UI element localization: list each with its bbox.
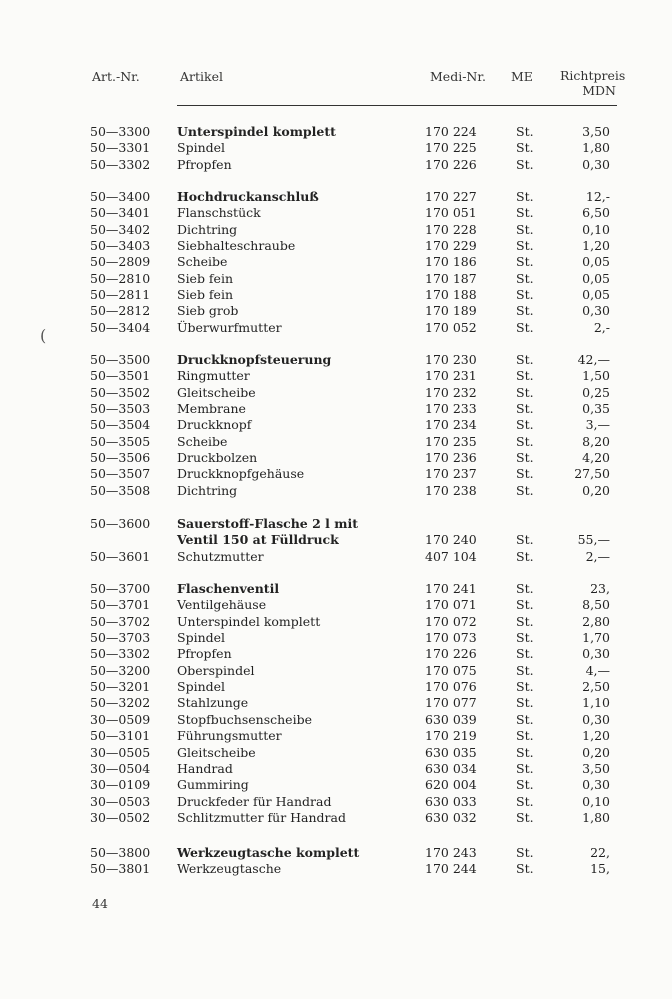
me-cell: St. (516, 695, 534, 711)
artikel-cell: Stopfbuchsenscheibe (177, 711, 312, 727)
medi-nr-cell: 170 236 (425, 450, 477, 466)
table-row (0, 352, 672, 368)
me-cell: St. (516, 662, 534, 678)
medi-nr-cell: 170 237 (425, 466, 477, 482)
art-nr-cell: 30—0109 (90, 777, 151, 793)
artikel-cell: Druckknopfgehäuse (177, 466, 305, 482)
margin-mark: ( (40, 326, 47, 345)
artikel-cell: Handrad (177, 760, 233, 776)
art-nr-cell: 50—3507 (90, 466, 151, 482)
table-row (0, 417, 672, 433)
me-cell: St. (516, 156, 534, 172)
art-nr-cell: 50—3302 (90, 646, 151, 662)
artikel-cell: Gleitscheibe (177, 744, 256, 760)
price-cell: 3,— (585, 417, 610, 433)
artikel-cell: Hochdruckanschluß (177, 189, 319, 204)
price-cell: 4,— (585, 662, 610, 678)
price-cell: 1,70 (582, 630, 610, 646)
me-cell: St. (516, 861, 534, 877)
me-cell: St. (516, 793, 534, 809)
medi-nr-cell: 620 004 (425, 777, 477, 793)
table-row (0, 271, 672, 287)
medi-nr-cell: 170 240 (425, 532, 477, 548)
art-nr-cell: 50—3200 (90, 662, 151, 678)
table-row (0, 630, 672, 646)
price-cell: 12,- (585, 189, 610, 204)
art-nr-cell: 50—2810 (90, 270, 151, 286)
header-me: ME (511, 69, 533, 84)
header-rule (177, 105, 617, 106)
art-nr-cell: 50—3201 (90, 679, 151, 695)
art-nr-cell: 50—3601 (90, 548, 151, 564)
me-cell: St. (516, 205, 534, 221)
artikel-cell: Pfropfen (177, 646, 232, 662)
table-row (0, 483, 672, 499)
artikel-cell: Flanschstück (177, 205, 261, 221)
medi-nr-cell: 170 187 (425, 270, 477, 286)
art-nr-cell: 50—3701 (90, 597, 151, 613)
artikel-cell: Überwurfmutter (177, 319, 282, 335)
medi-nr-cell: 170 243 (425, 845, 477, 860)
me-cell: St. (516, 809, 534, 825)
art-nr-cell: 50—3301 (90, 140, 151, 156)
artikel-cell: Ventil 150 at Fülldruck (177, 532, 339, 548)
price-cell: 2,50 (582, 679, 610, 695)
medi-nr-cell: 170 189 (425, 303, 477, 319)
table-row (0, 810, 672, 826)
artikel-cell: Unterspindel komplett (177, 613, 321, 629)
me-cell: St. (516, 124, 534, 139)
art-nr-cell: 50—3402 (90, 221, 151, 237)
artikel-cell: Werkzeugtasche komplett (177, 845, 360, 860)
header-mdn-label: MDN (582, 83, 616, 98)
table-row (0, 157, 672, 173)
artikel-cell: Sieb fein (177, 270, 234, 286)
medi-nr-cell: 170 073 (425, 630, 477, 646)
table-row (0, 140, 672, 156)
me-cell: St. (516, 548, 534, 564)
price-cell: 0,30 (582, 646, 610, 662)
medi-nr-cell: 630 034 (425, 760, 477, 776)
art-nr-cell: 50—3600 (90, 516, 151, 531)
art-nr-cell: 50—3501 (90, 368, 151, 384)
art-nr-cell: 50—3702 (90, 613, 151, 629)
table-row (0, 189, 672, 205)
table-row (0, 695, 672, 711)
table-row (0, 124, 672, 140)
art-nr-cell: 50—3502 (90, 384, 151, 400)
price-cell: 1,10 (582, 695, 610, 711)
artikel-cell: Gummiring (177, 777, 249, 793)
me-cell: St. (516, 630, 534, 646)
table-row (0, 450, 672, 466)
artikel-cell: Schlitzmutter für Handrad (177, 809, 346, 825)
table-row (0, 728, 672, 744)
medi-nr-cell: 630 039 (425, 711, 477, 727)
price-cell: 0,05 (582, 254, 610, 270)
me-cell: St. (516, 221, 534, 237)
me-cell: St. (516, 433, 534, 449)
me-cell: St. (516, 417, 534, 433)
medi-nr-cell: 170 232 (425, 384, 477, 400)
art-nr-cell: 50—3401 (90, 205, 151, 221)
art-nr-cell: 50—3700 (90, 581, 151, 596)
price-cell: 1,80 (582, 809, 610, 825)
art-nr-cell: 50—3504 (90, 417, 151, 433)
page-number: 44 (92, 896, 108, 911)
table-row (0, 303, 672, 319)
price-cell: 0,05 (582, 270, 610, 286)
me-cell: St. (516, 450, 534, 466)
me-cell: St. (516, 303, 534, 319)
price-cell: 8,20 (582, 433, 610, 449)
price-cell: 0,20 (582, 744, 610, 760)
me-cell: St. (516, 613, 534, 629)
me-cell: St. (516, 532, 534, 548)
artikel-cell: Siebhalteschraube (177, 238, 296, 254)
artikel-cell: Schutzmutter (177, 548, 264, 564)
price-cell: 55,— (577, 532, 610, 548)
price-cell: 0,30 (582, 711, 610, 727)
art-nr-cell: 50—3506 (90, 450, 151, 466)
art-nr-cell: 50—2811 (90, 287, 151, 303)
medi-nr-cell: 170 076 (425, 679, 477, 695)
me-cell: St. (516, 466, 534, 482)
price-cell: 1,80 (582, 140, 610, 156)
medi-nr-cell: 170 230 (425, 352, 477, 367)
me-cell: St. (516, 189, 534, 204)
art-nr-cell: 50—3400 (90, 189, 151, 204)
art-nr-cell: 50—3500 (90, 352, 151, 367)
table-row (0, 368, 672, 384)
artikel-cell: Sauerstoff-Flasche 2 l mit (177, 516, 359, 531)
me-cell: St. (516, 254, 534, 270)
art-nr-cell: 50—3703 (90, 630, 151, 646)
me-cell: St. (516, 679, 534, 695)
table-row (0, 205, 672, 221)
medi-nr-cell: 630 032 (425, 809, 477, 825)
me-cell: St. (516, 482, 534, 498)
medi-nr-cell: 170 241 (425, 581, 477, 596)
table-row (0, 222, 672, 238)
art-nr-cell: 50—3800 (90, 845, 151, 860)
art-nr-cell: 50—3503 (90, 401, 151, 417)
artikel-cell: Dichtring (177, 482, 238, 498)
artikel-cell: Spindel (177, 140, 226, 156)
art-nr-cell: 50—3801 (90, 861, 151, 877)
art-nr-cell: 50—3101 (90, 728, 151, 744)
artikel-cell: Flaschenventil (177, 581, 280, 596)
art-nr-cell: 50—3403 (90, 238, 151, 254)
me-cell: St. (516, 270, 534, 286)
me-cell: St. (516, 597, 534, 613)
table-row (0, 761, 672, 777)
price-cell: 8,50 (582, 597, 610, 613)
artikel-cell: Gleitscheibe (177, 384, 256, 400)
price-cell: 1,50 (582, 368, 610, 384)
artikel-cell: Unterspindel komplett (177, 124, 336, 139)
medi-nr-cell: 170 219 (425, 728, 477, 744)
art-nr-cell: 50—2809 (90, 254, 151, 270)
table-row (0, 663, 672, 679)
table-row (0, 597, 672, 613)
artikel-cell: Ringmutter (177, 368, 250, 384)
price-cell: 0,30 (582, 303, 610, 319)
medi-nr-cell: 170 235 (425, 433, 477, 449)
medi-nr-cell: 170 238 (425, 482, 477, 498)
me-cell: St. (516, 401, 534, 417)
artikel-cell: Spindel (177, 679, 226, 695)
price-cell: 6,50 (582, 205, 610, 221)
me-cell: St. (516, 368, 534, 384)
artikel-cell: Sieb grob (177, 303, 239, 319)
table-row (0, 385, 672, 401)
art-nr-cell: 30—0502 (90, 809, 151, 825)
medi-nr-cell: 170 228 (425, 221, 477, 237)
me-cell: St. (516, 287, 534, 303)
medi-nr-cell: 170 186 (425, 254, 477, 270)
artikel-cell: Scheibe (177, 433, 228, 449)
me-cell: St. (516, 646, 534, 662)
price-cell: 0,10 (582, 793, 610, 809)
artikel-cell: Druckbolzen (177, 450, 258, 466)
table-row (0, 532, 672, 548)
medi-nr-cell: 407 104 (425, 548, 477, 564)
me-cell: St. (516, 140, 534, 156)
me-cell: St. (516, 352, 534, 367)
medi-nr-cell: 170 229 (425, 238, 477, 254)
medi-nr-cell: 170 234 (425, 417, 477, 433)
table-row (0, 679, 672, 695)
artikel-cell: Werkzeugtasche (177, 861, 282, 877)
price-cell: 0,25 (582, 384, 610, 400)
me-cell: St. (516, 384, 534, 400)
me-cell: St. (516, 760, 534, 776)
table-row (0, 646, 672, 662)
me-cell: St. (516, 845, 534, 860)
table-row (0, 320, 672, 336)
artikel-cell: Stahlzunge (177, 695, 249, 711)
medi-nr-cell: 170 244 (425, 861, 477, 877)
price-cell: 2,— (585, 548, 610, 564)
art-nr-cell: 50—3202 (90, 695, 151, 711)
price-cell: 0,10 (582, 221, 610, 237)
me-cell: St. (516, 319, 534, 335)
table-row (0, 712, 672, 728)
medi-nr-cell: 170 072 (425, 613, 477, 629)
table-row (0, 745, 672, 761)
header-richtpreis (560, 68, 626, 98)
table-row (0, 466, 672, 482)
artikel-cell: Führungsmutter (177, 728, 282, 744)
header-art-nr: Art.-Nr. (92, 69, 140, 84)
table-row (0, 516, 672, 532)
header-medi-nr: Medi-Nr. (430, 69, 486, 84)
price-cell: 23, (590, 581, 610, 596)
header-richtpreis-label: Richtpreis (560, 68, 626, 83)
medi-nr-cell: 170 231 (425, 368, 477, 384)
me-cell: St. (516, 238, 534, 254)
medi-nr-cell: 170 227 (425, 189, 477, 204)
price-cell: 2,- (593, 319, 610, 335)
price-cell: 1,20 (582, 728, 610, 744)
table-row (0, 401, 672, 417)
table-row (0, 238, 672, 254)
me-cell: St. (516, 777, 534, 793)
header-artikel: Artikel (180, 69, 223, 84)
artikel-cell: Dichtring (177, 221, 238, 237)
art-nr-cell: 50—3505 (90, 433, 151, 449)
table-row (0, 794, 672, 810)
table-row (0, 777, 672, 793)
me-cell: St. (516, 744, 534, 760)
medi-nr-cell: 170 226 (425, 156, 477, 172)
table-row (0, 549, 672, 565)
medi-nr-cell: 170 225 (425, 140, 477, 156)
medi-nr-cell: 170 188 (425, 287, 477, 303)
medi-nr-cell: 170 075 (425, 662, 477, 678)
table-row (0, 581, 672, 597)
medi-nr-cell: 170 226 (425, 646, 477, 662)
price-cell: 3,50 (582, 760, 610, 776)
medi-nr-cell: 170 077 (425, 695, 477, 711)
artikel-cell: Membrane (177, 401, 246, 417)
medi-nr-cell: 170 233 (425, 401, 477, 417)
price-cell: 0,05 (582, 287, 610, 303)
artikel-cell: Druckknopf (177, 417, 252, 433)
price-cell: 0,30 (582, 777, 610, 793)
medi-nr-cell: 170 051 (425, 205, 477, 221)
artikel-cell: Pfropfen (177, 156, 232, 172)
price-cell: 1,20 (582, 238, 610, 254)
price-cell: 4,20 (582, 450, 610, 466)
art-nr-cell: 30—0504 (90, 760, 151, 776)
medi-nr-cell: 630 035 (425, 744, 477, 760)
artikel-cell: Scheibe (177, 254, 228, 270)
price-cell: 27,50 (574, 466, 610, 482)
artikel-cell: Oberspindel (177, 662, 255, 678)
table-row (0, 861, 672, 877)
table-row (0, 287, 672, 303)
art-nr-cell: 30—0503 (90, 793, 151, 809)
price-cell: 0,30 (582, 156, 610, 172)
me-cell: St. (516, 581, 534, 596)
price-cell: 15, (590, 861, 610, 877)
table-row (0, 254, 672, 270)
price-cell: 0,35 (582, 401, 610, 417)
me-cell: St. (516, 711, 534, 727)
art-nr-cell: 50—3300 (90, 124, 151, 139)
art-nr-cell: 50—3508 (90, 482, 151, 498)
table-row (0, 845, 672, 861)
table-row (0, 434, 672, 450)
art-nr-cell: 50—2812 (90, 303, 151, 319)
artikel-cell: Druckknopfsteuerung (177, 352, 332, 367)
price-cell: 0,20 (582, 482, 610, 498)
art-nr-cell: 50—3404 (90, 319, 151, 335)
price-cell: 2,80 (582, 613, 610, 629)
price-cell: 3,50 (582, 124, 610, 139)
medi-nr-cell: 170 052 (425, 319, 477, 335)
price-cell: 22, (590, 845, 610, 860)
art-nr-cell: 50—3302 (90, 156, 151, 172)
art-nr-cell: 30—0505 (90, 744, 151, 760)
me-cell: St. (516, 728, 534, 744)
art-nr-cell: 30—0509 (90, 711, 151, 727)
artikel-cell: Ventilgehäuse (177, 597, 267, 613)
table-row (0, 614, 672, 630)
medi-nr-cell: 630 033 (425, 793, 477, 809)
artikel-cell: Druckfeder für Handrad (177, 793, 332, 809)
medi-nr-cell: 170 224 (425, 124, 477, 139)
medi-nr-cell: 170 071 (425, 597, 477, 613)
artikel-cell: Sieb fein (177, 287, 234, 303)
price-cell: 42,— (577, 352, 610, 367)
artikel-cell: Spindel (177, 630, 226, 646)
